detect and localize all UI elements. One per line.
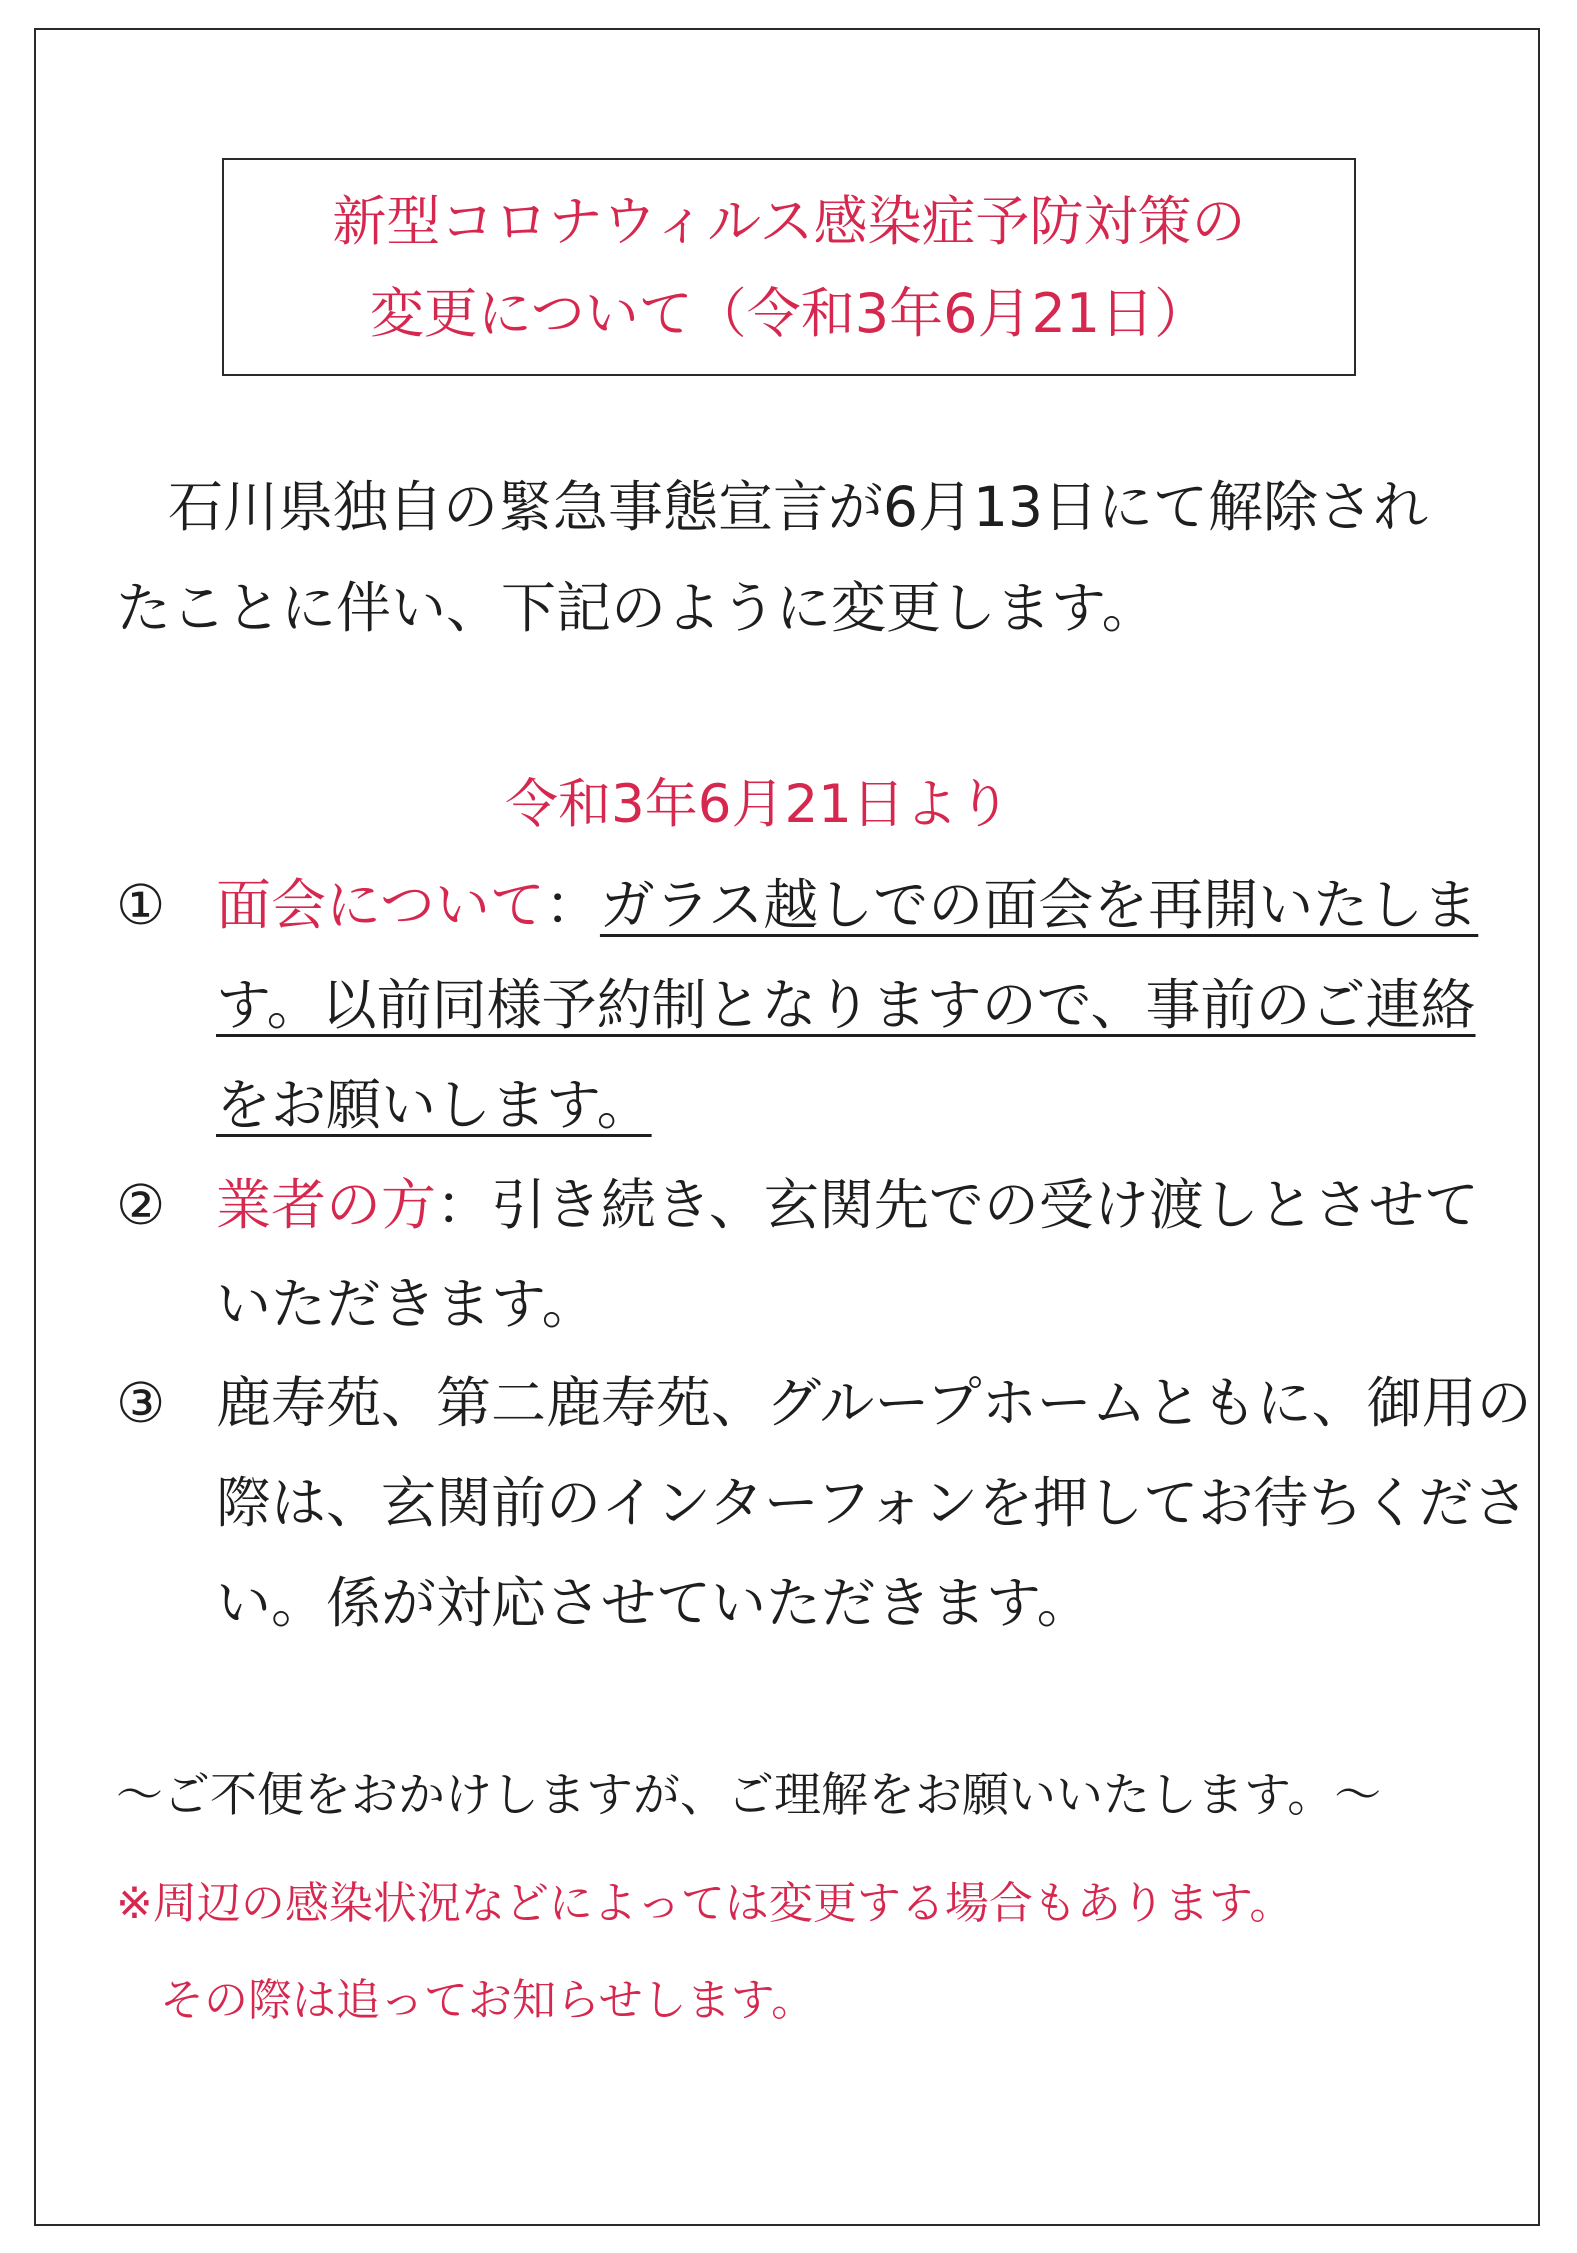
- item-2-separator: ：: [436, 1173, 492, 1237]
- item-2-text-1: 引き続き、玄関先での受け渡しとさせて: [491, 1173, 1479, 1237]
- item-3-line-1: 鹿寿苑、第二鹿寿苑、グループホームともに、御用の: [216, 1371, 1532, 1435]
- item-1-line-2: す。以前同様予約制となりますので、事前のご連絡: [216, 973, 1476, 1037]
- intro-line-2: たことに伴い、下記のように変更します。: [116, 576, 1157, 640]
- item-1-separator: ：: [544, 873, 600, 937]
- item-1-number: ①: [116, 873, 166, 937]
- item-3-number: ③: [116, 1371, 166, 1435]
- intro-line-1: 石川県独自の緊急事態宣言が6月13日にて解除され: [168, 475, 1428, 539]
- title-box: [222, 158, 1356, 376]
- note-line-2: その際は追ってお知らせします。: [160, 1975, 816, 2026]
- item-2-line-1: [216, 1173, 1479, 1237]
- item-1-heading: 面会について: [216, 873, 545, 937]
- effective-date: 令和3年6月21日より: [505, 774, 1011, 835]
- note-line-1: ※周辺の感染状況などによっては変更する場合もあります。: [116, 1878, 1294, 1929]
- closing-message: ～ご不便をおかけしますが、ご理解をお願いいたします。～: [116, 1768, 1382, 1823]
- item-3-line-2: 際は、玄関前のインターフォンを押してお待ちくださ: [216, 1471, 1529, 1535]
- item-1-line-1: [216, 873, 1478, 937]
- title-line-1: 新型コロナウィルス感染症予防対策の: [332, 190, 1246, 253]
- item-2-number: ②: [116, 1173, 166, 1237]
- item-2-heading: 業者の方: [216, 1173, 437, 1237]
- item-2-line-2: いただきます。: [216, 1272, 597, 1336]
- item-3-line-3: い。係が対応させていただきます。: [216, 1571, 1092, 1635]
- item-1-line-3: をお願いします。: [216, 1073, 652, 1137]
- item-1-text-1: ガラス越しでの面会を再開いたしま: [599, 873, 1479, 937]
- title-line-2: 変更について（令和3年6月21日）: [369, 282, 1209, 345]
